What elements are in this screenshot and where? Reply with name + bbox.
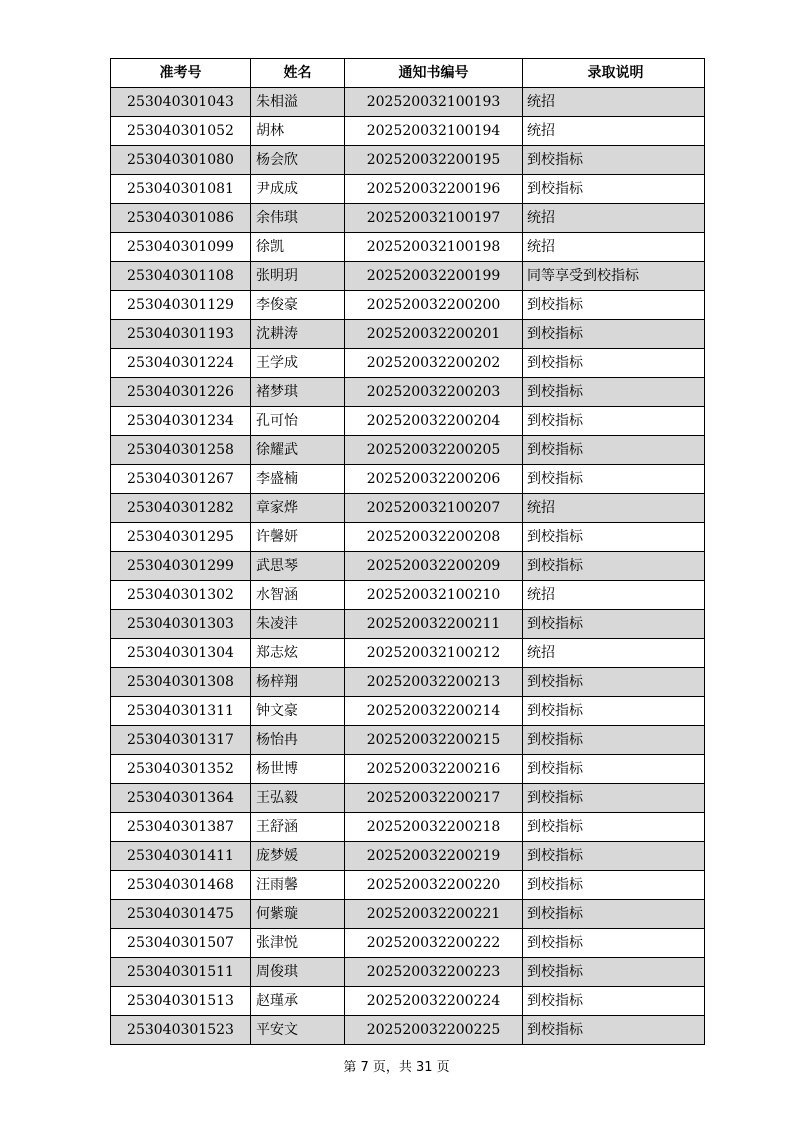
cell-name: 杨会欣 [251, 146, 345, 175]
cell-name: 许馨妍 [251, 523, 345, 552]
cell-exam-no: 253040301513 [111, 987, 251, 1016]
cell-name: 王学成 [251, 349, 345, 378]
cell-notice-no: 202520032200217 [345, 784, 523, 813]
table-row [111, 871, 705, 900]
cell-notice-no: 202520032100193 [345, 88, 523, 117]
table-row [111, 726, 705, 755]
cell-name: 尹成成 [251, 175, 345, 204]
table-row [111, 291, 705, 320]
header-notice-no: 通知书编号 [345, 59, 523, 88]
cell-notice-no: 202520032200218 [345, 813, 523, 842]
table-body [111, 88, 705, 1045]
cell-notice-no: 202520032200201 [345, 320, 523, 349]
cell-exam-no: 253040301511 [111, 958, 251, 987]
cell-admission-note: 到校指标 [523, 842, 705, 871]
cell-exam-no: 253040301411 [111, 842, 251, 871]
cell-admission-note: 到校指标 [523, 784, 705, 813]
cell-exam-no: 253040301052 [111, 117, 251, 146]
cell-admission-note: 到校指标 [523, 1016, 705, 1045]
header-exam-no: 准考号 [111, 59, 251, 88]
cell-notice-no: 202520032100197 [345, 204, 523, 233]
table-row [111, 378, 705, 407]
cell-name: 杨梓翔 [251, 668, 345, 697]
cell-notice-no: 202520032200203 [345, 378, 523, 407]
cell-exam-no: 253040301387 [111, 813, 251, 842]
table-row [111, 436, 705, 465]
cell-exam-no: 253040301081 [111, 175, 251, 204]
cell-exam-no: 253040301129 [111, 291, 251, 320]
cell-notice-no: 202520032200211 [345, 610, 523, 639]
header-admission-note: 录取说明 [523, 59, 705, 88]
cell-admission-note: 到校指标 [523, 871, 705, 900]
cell-exam-no: 253040301311 [111, 697, 251, 726]
cell-admission-note: 到校指标 [523, 349, 705, 378]
cell-admission-note: 到校指标 [523, 436, 705, 465]
cell-exam-no: 253040301299 [111, 552, 251, 581]
cell-name: 胡林 [251, 117, 345, 146]
cell-exam-no: 253040301226 [111, 378, 251, 407]
table-row [111, 784, 705, 813]
table-header-row [111, 59, 705, 88]
cell-name: 褚梦琪 [251, 378, 345, 407]
cell-exam-no: 253040301364 [111, 784, 251, 813]
cell-exam-no: 253040301224 [111, 349, 251, 378]
cell-name: 武思琴 [251, 552, 345, 581]
cell-admission-note: 统招 [523, 639, 705, 668]
cell-name: 余伟琪 [251, 204, 345, 233]
cell-admission-note: 到校指标 [523, 146, 705, 175]
cell-admission-note: 到校指标 [523, 552, 705, 581]
cell-exam-no: 253040301086 [111, 204, 251, 233]
cell-name: 水智涵 [251, 581, 345, 610]
table-row [111, 146, 705, 175]
cell-exam-no: 253040301507 [111, 929, 251, 958]
cell-notice-no: 202520032200206 [345, 465, 523, 494]
cell-notice-no: 202520032200199 [345, 262, 523, 291]
cell-admission-note: 到校指标 [523, 407, 705, 436]
cell-name: 朱相溢 [251, 88, 345, 117]
cell-admission-note: 到校指标 [523, 958, 705, 987]
cell-notice-no: 202520032200219 [345, 842, 523, 871]
cell-notice-no: 202520032200220 [345, 871, 523, 900]
table-row [111, 262, 705, 291]
cell-exam-no: 253040301282 [111, 494, 251, 523]
cell-admission-note: 统招 [523, 581, 705, 610]
cell-name: 李盛楠 [251, 465, 345, 494]
cell-exam-no: 253040301099 [111, 233, 251, 262]
cell-exam-no: 253040301317 [111, 726, 251, 755]
cell-name: 孔可怡 [251, 407, 345, 436]
cell-admission-note: 到校指标 [523, 929, 705, 958]
table-row [111, 523, 705, 552]
cell-name: 张津悦 [251, 929, 345, 958]
table-row [111, 581, 705, 610]
cell-name: 赵瑾承 [251, 987, 345, 1016]
cell-name: 张明玥 [251, 262, 345, 291]
cell-notice-no: 202520032100207 [345, 494, 523, 523]
table-row [111, 552, 705, 581]
table-row [111, 610, 705, 639]
cell-name: 钟文豪 [251, 697, 345, 726]
cell-notice-no: 202520032200195 [345, 146, 523, 175]
cell-name: 章家烨 [251, 494, 345, 523]
cell-name: 沈耕涛 [251, 320, 345, 349]
cell-admission-note: 统招 [523, 494, 705, 523]
admission-table [110, 58, 705, 1045]
cell-admission-note: 到校指标 [523, 755, 705, 784]
cell-notice-no: 202520032200200 [345, 291, 523, 320]
cell-notice-no: 202520032200196 [345, 175, 523, 204]
cell-exam-no: 253040301303 [111, 610, 251, 639]
cell-exam-no: 253040301080 [111, 146, 251, 175]
cell-notice-no: 202520032200221 [345, 900, 523, 929]
cell-name: 庞梦媛 [251, 842, 345, 871]
cell-name: 徐耀武 [251, 436, 345, 465]
cell-name: 朱凌沣 [251, 610, 345, 639]
cell-notice-no: 202520032200225 [345, 1016, 523, 1045]
cell-name: 徐凯 [251, 233, 345, 262]
table-row [111, 494, 705, 523]
table-row [111, 697, 705, 726]
cell-notice-no: 202520032100198 [345, 233, 523, 262]
cell-exam-no: 253040301304 [111, 639, 251, 668]
cell-admission-note: 到校指标 [523, 465, 705, 494]
cell-admission-note: 到校指标 [523, 175, 705, 204]
cell-admission-note: 到校指标 [523, 291, 705, 320]
cell-exam-no: 253040301043 [111, 88, 251, 117]
cell-exam-no: 253040301234 [111, 407, 251, 436]
cell-admission-note: 同等享受到校指标 [523, 262, 705, 291]
table-row [111, 204, 705, 233]
cell-name: 王舒涵 [251, 813, 345, 842]
cell-notice-no: 202520032200208 [345, 523, 523, 552]
cell-name: 郑志炫 [251, 639, 345, 668]
cell-notice-no: 202520032200222 [345, 929, 523, 958]
cell-notice-no: 202520032200224 [345, 987, 523, 1016]
cell-notice-no: 202520032100210 [345, 581, 523, 610]
cell-exam-no: 253040301267 [111, 465, 251, 494]
cell-notice-no: 202520032200209 [345, 552, 523, 581]
cell-exam-no: 253040301108 [111, 262, 251, 291]
cell-exam-no: 253040301308 [111, 668, 251, 697]
cell-admission-note: 到校指标 [523, 697, 705, 726]
table-row [111, 233, 705, 262]
page-footer: 第 7 页，共 31 页 [343, 1060, 450, 1075]
table-row [111, 958, 705, 987]
cell-exam-no: 253040301475 [111, 900, 251, 929]
cell-admission-note: 到校指标 [523, 726, 705, 755]
table-row [111, 320, 705, 349]
cell-admission-note: 到校指标 [523, 610, 705, 639]
table-row [111, 349, 705, 378]
table-row [111, 668, 705, 697]
cell-name: 何紫璇 [251, 900, 345, 929]
cell-name: 平安文 [251, 1016, 345, 1045]
cell-admission-note: 统招 [523, 88, 705, 117]
cell-admission-note: 到校指标 [523, 668, 705, 697]
table-row [111, 175, 705, 204]
cell-notice-no: 202520032200204 [345, 407, 523, 436]
table-row [111, 117, 705, 146]
cell-notice-no: 202520032200214 [345, 697, 523, 726]
cell-admission-note: 统招 [523, 233, 705, 262]
cell-admission-note: 到校指标 [523, 320, 705, 349]
cell-exam-no: 253040301352 [111, 755, 251, 784]
table-row [111, 639, 705, 668]
cell-notice-no: 202520032200215 [345, 726, 523, 755]
table-row [111, 407, 705, 436]
cell-admission-note: 到校指标 [523, 523, 705, 552]
cell-name: 周俊琪 [251, 958, 345, 987]
cell-notice-no: 202520032200202 [345, 349, 523, 378]
cell-name: 杨怡冉 [251, 726, 345, 755]
header-name: 姓名 [251, 59, 345, 88]
cell-notice-no: 202520032100194 [345, 117, 523, 146]
cell-admission-note: 到校指标 [523, 900, 705, 929]
table-row [111, 755, 705, 784]
cell-name: 杨世博 [251, 755, 345, 784]
cell-notice-no: 202520032200213 [345, 668, 523, 697]
cell-notice-no: 202520032200205 [345, 436, 523, 465]
cell-admission-note: 统招 [523, 117, 705, 146]
cell-exam-no: 253040301193 [111, 320, 251, 349]
table-row [111, 88, 705, 117]
cell-exam-no: 253040301302 [111, 581, 251, 610]
table-row [111, 842, 705, 871]
cell-exam-no: 253040301258 [111, 436, 251, 465]
cell-exam-no: 253040301295 [111, 523, 251, 552]
cell-exam-no: 253040301468 [111, 871, 251, 900]
cell-notice-no: 202520032100212 [345, 639, 523, 668]
table-row [111, 813, 705, 842]
cell-name: 汪雨馨 [251, 871, 345, 900]
cell-admission-note: 到校指标 [523, 378, 705, 407]
table-row [111, 465, 705, 494]
cell-admission-note: 到校指标 [523, 987, 705, 1016]
table-row [111, 929, 705, 958]
cell-name: 王弘毅 [251, 784, 345, 813]
cell-admission-note: 到校指标 [523, 813, 705, 842]
cell-notice-no: 202520032200216 [345, 755, 523, 784]
cell-name: 李俊豪 [251, 291, 345, 320]
cell-admission-note: 统招 [523, 204, 705, 233]
table-row [111, 1016, 705, 1045]
table-row [111, 987, 705, 1016]
table-row [111, 900, 705, 929]
cell-notice-no: 202520032200223 [345, 958, 523, 987]
cell-exam-no: 253040301523 [111, 1016, 251, 1045]
